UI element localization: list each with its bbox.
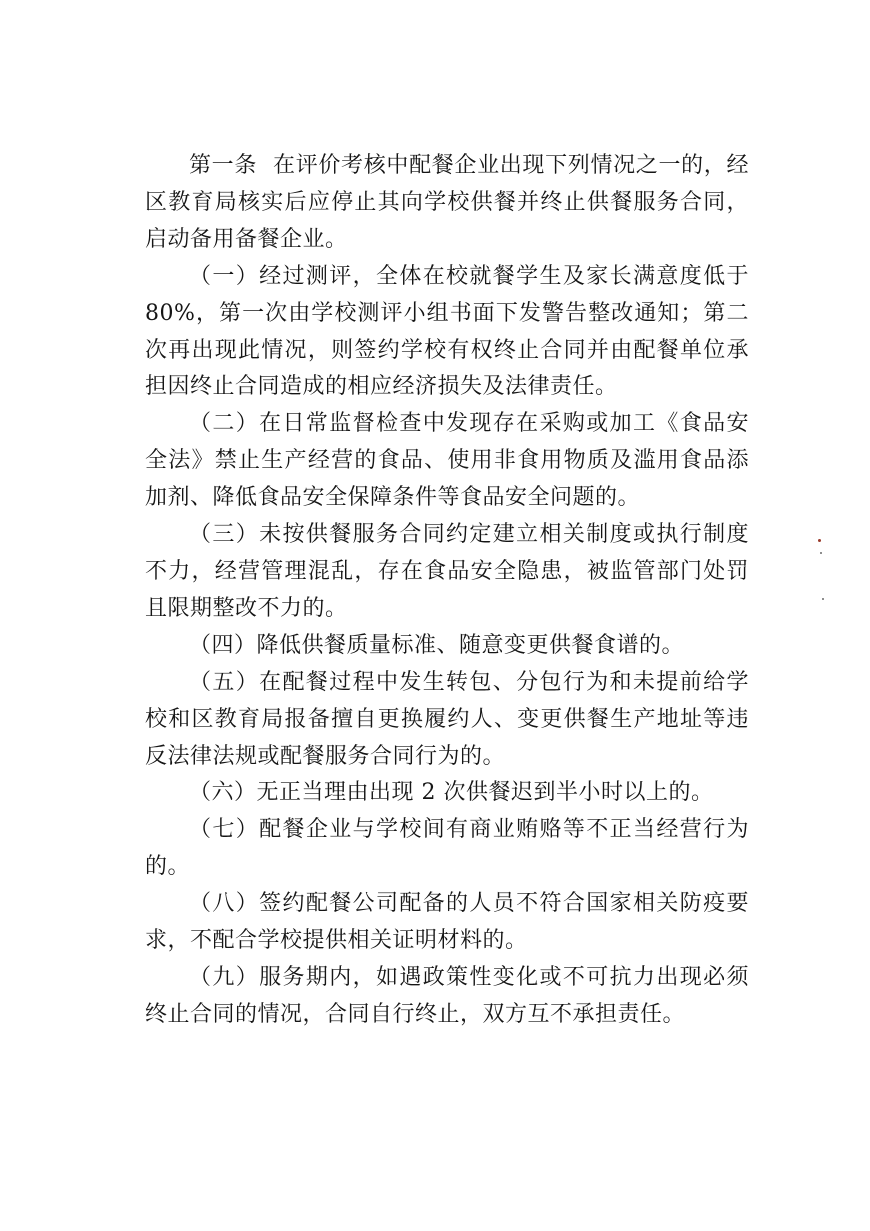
clause-item-8: （八）签约配餐公司配备的人员不符合国家相关防疫要求，不配合学校提供相关证明材料的。 [145, 891, 749, 954]
clause-item-3: （三）未按供餐服务合同约定建立相关制度或执行制度不力，经营管理混乱，存在食品安全隐患，被监管部门处罚且限期整改不力的。 [145, 522, 749, 621]
clause-item-1: （一）经过测评，全体在校就餐学生及家长满意度低于 80%，第一次由学校测评小组书面下发警告整改通知；第二次再出现此情况，则签约学校有权终止合同并由配餐单位承担因终止合同造成的相应经济损失及法律责任。 [145, 263, 749, 400]
clause-item-5: （五）在配餐过程中发生转包、分包行为和未提前给学校和区教育局报备擅自更换履约人、变更供餐生产地址等违反法律法规或配餐服务合同行为的。 [145, 669, 749, 769]
scan-speck [818, 539, 821, 542]
article-paragraph [145, 148, 749, 259]
scan-speck [820, 552, 822, 554]
article-text: 在评价考核中配餐企业出现下列情况之一的，经区教育局核实后应停止其向学校供餐并终止供餐服务合同，启动备用备餐企业。 [145, 153, 749, 252]
scan-speck [822, 598, 824, 600]
clause-item-9: （九）服务期内，如遇政策性变化或不可抗力出现必须终止合同的情况，合同自行终止，双方互不承担责任。 [145, 964, 749, 1027]
clause-item-7: （七）配餐企业与学校间有商业贿赂等不正当经营行为的。 [145, 817, 749, 880]
clause-item-2: （二）在日常监督检查中发现存在采购或加工《食品安全法》禁止生产经营的食品、使用非食用物质及滥用食品添加剂、降低食品安全保障条件等食品安全问题的。 [145, 411, 749, 511]
clause-item-4: （四）降低供餐质量标准、随意变更供餐食谱的。 [189, 632, 685, 658]
document-body [145, 148, 749, 1034]
clause-item-6: （六）无正当理由出现 2 次供餐迟到半小时以上的。 [189, 780, 714, 806]
article-label: 第一条 [189, 153, 258, 178]
